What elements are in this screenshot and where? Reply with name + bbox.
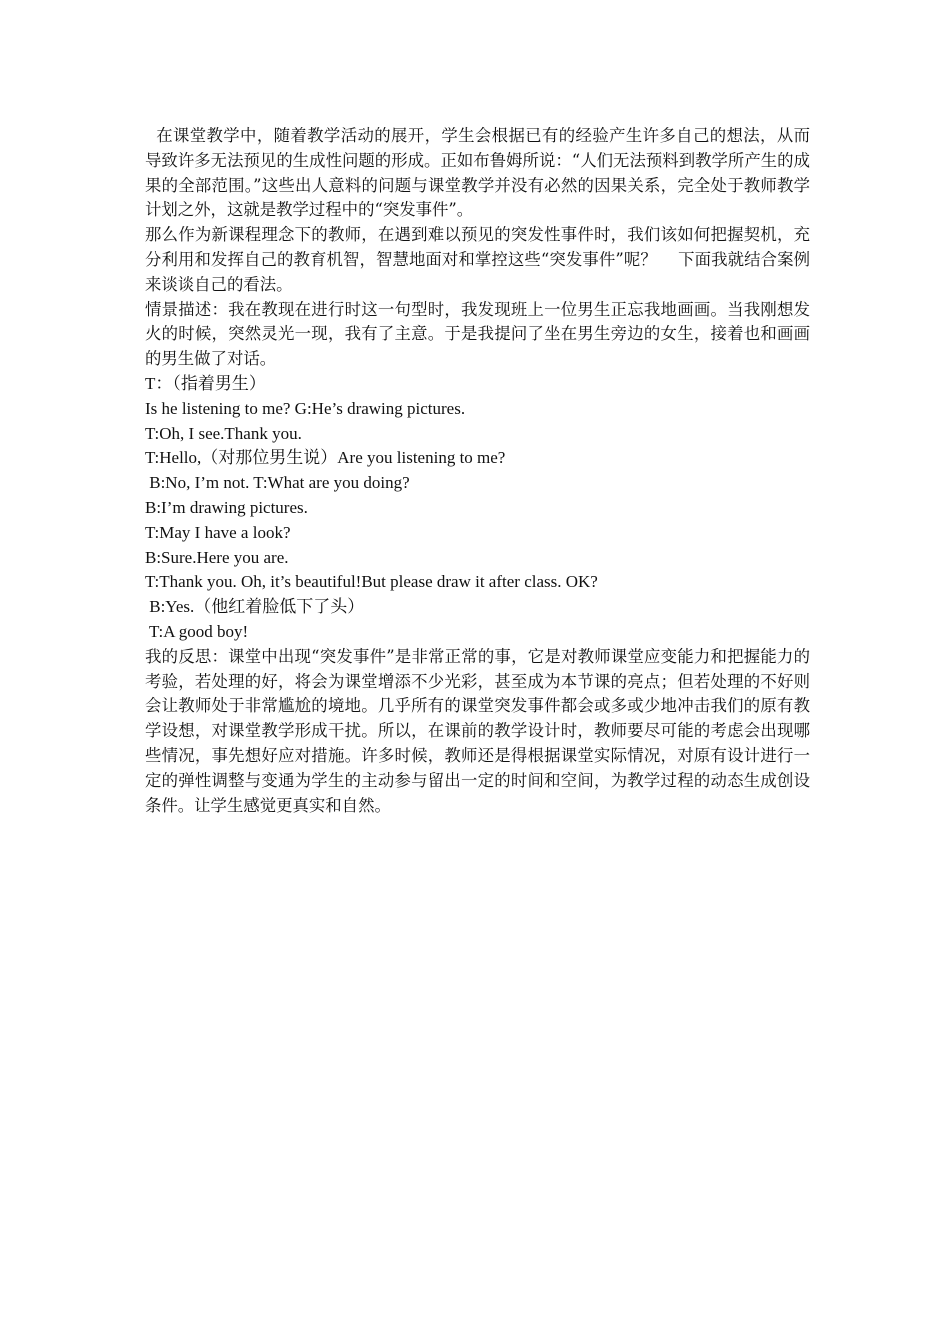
dialogue-line: B:Yes.（他红着脸低下了头） [145,597,365,617]
document-body [145,124,810,818]
scenario-paragraph: 情景描述：我在教现在进行时这一句型时，我发现班上一位男生正忘我地画画。当我刚想发火的时候，突然灵光一现，我有了主意。于是我提问了坐在男生旁边的女生，接着也和画画的男生做了对话。 [145,299,810,369]
dialogue-line: B:Sure.Here you are. [145,547,289,567]
intro-paragraph: 在课堂教学中，随着教学活动的展开，学生会根据已有的经验产生许多自己的想法，从而导致许多无法预见的生成性问题的形成。正如布鲁姆所说：“人们无法预料到教学所产生的成果的全部范围。”这些出人意料的问题与课堂教学并没有必然的因果关系，完全处于教师教学计划之外，这就是教学过程中的“突发事件”。 [145,126,810,220]
dialogue-line: B:I’m drawing pictures. [145,497,308,517]
dialogue-line: T：（指着男生） [145,373,266,393]
dialogue-line: T:Hello,（对那位男生说）Are you listening to me? [145,448,506,468]
dialogue-line: T:May I have a look? [145,522,291,542]
dialogue-line: T:Oh, I see.Thank you. [145,423,302,443]
dialogue-line: T:A good boy! [145,621,249,641]
reflection-paragraph: 我的反思：课堂中出现“突发事件”是非常正常的事，它是对教师课堂应变能力和把握能力的考验，若处理的好，将会为课堂增添不少光彩，甚至成为本节课的亮点；但若处理的不好则会让教师处于非常尴尬的境地。几乎所有的课堂突发事件都会或多或少地冲击我们的原有教学设想，对课堂教学形成干扰。所以，在课前的教学设计时，教师要尽可能的考虑会出现哪些情况，事先想好应对措施。许多时候，教师还是得根据课堂实际情况，对原有设计进行一定的弹性调整与变通为学生的主动参与留出一定的时间和空间，为教学过程的动态生成创设条件。让学生感觉更真实和自然。 [145,646,810,815]
dialogue-block [145,372,810,645]
dialogue-line: Is he listening to me? G:He’s drawing pictures. [145,398,466,418]
dialogue-line: B:No, I’m not. T:What are you doing? [145,473,410,493]
dialogue-line: T:Thank you. Oh, it’s beautiful!But please draw it after class. OK? [145,572,598,592]
question-paragraph: 那么作为新课程理念下的教师，在遇到难以预见的突发性事件时，我们该如何把握契机，充分利用和发挥自己的教育机智，智慧地面对和掌控这些“突发事件”呢？ 下面我就结合案例来谈谈自己的看法。 [145,225,810,294]
